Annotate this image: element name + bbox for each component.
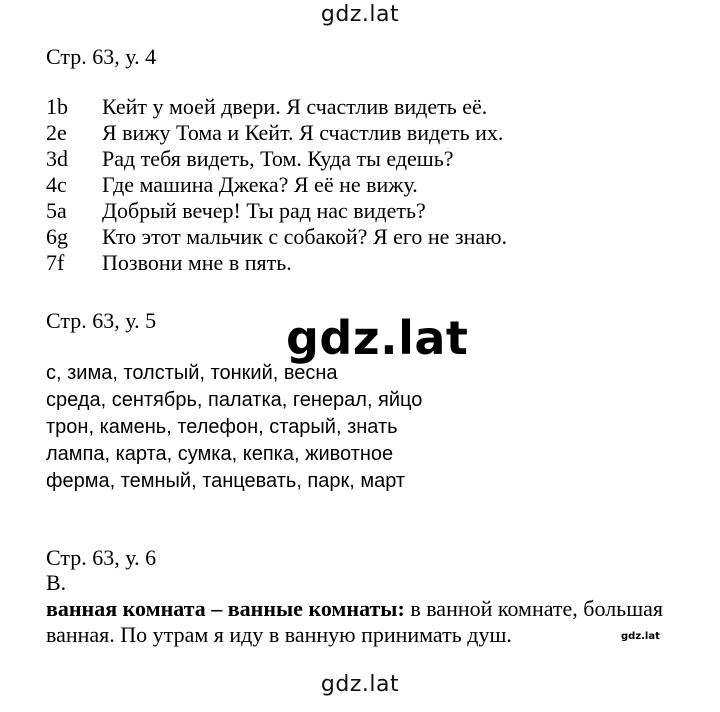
bold-phrase: ванная комната – ванные комнаты: <box>46 596 405 621</box>
answer-text: Где машина Джека? Я её не вижу. <box>102 172 418 197</box>
answer-text: Добрый вечер! Ты рад нас видеть? <box>102 198 426 223</box>
paragraph <box>46 596 716 648</box>
part-letter: B. <box>46 570 67 595</box>
answer-text: Я вижу Тома и Кейт. Я счастлив видеть их. <box>102 120 504 145</box>
answer-text: Кто этот мальчик с собакой? Я его не знаю. <box>102 224 508 249</box>
list-item <box>46 250 507 276</box>
word-line: среда, сентябрь, палатка, генерал, яйцо <box>46 389 423 411</box>
answer-list <box>46 94 507 276</box>
list-item <box>46 146 507 172</box>
list-item <box>46 172 507 198</box>
answer-number: 1b <box>46 94 68 119</box>
list-item <box>46 198 507 224</box>
answer-text: Рад тебя видеть, Том. Куда ты едешь? <box>102 146 454 171</box>
word-line: лампа, карта, сумка, кепка, животное <box>46 443 394 465</box>
paragraph-line-1 <box>46 596 716 622</box>
answer-number: 7f <box>46 250 65 275</box>
answer-text: Кейт у моей двери. Я счастлив видеть её. <box>102 94 488 119</box>
word-line: ферма, темный, танцевать, парк, март <box>46 470 406 492</box>
list-item <box>46 94 507 120</box>
word-line: трон, камень, телефон, старый, знать <box>46 416 398 438</box>
word-list <box>46 360 422 495</box>
word-line: с, зима, толстый, тонкий, весна <box>46 362 338 384</box>
list-item <box>46 224 507 250</box>
watermark-center: gdz.lat <box>286 311 469 365</box>
watermark-top: gdz.lat <box>320 2 400 27</box>
answer-text: Позвони мне в пять. <box>102 250 292 275</box>
list-item <box>46 120 507 146</box>
answer-number: 4c <box>46 172 67 197</box>
section-heading-exercise-6: Стр. 63, у. 6 <box>46 545 157 570</box>
watermark-small: gdz.lat <box>621 631 660 642</box>
watermark-bottom: gdz.lat <box>320 672 400 697</box>
paragraph-line-2: ванная. По утрам я иду в ванную принимать душ. <box>46 622 512 647</box>
answer-number: 6g <box>46 224 68 249</box>
paragraph-text: в ванной комнате, большая <box>404 596 664 621</box>
section-heading-exercise-4: Стр. 63, у. 4 <box>46 44 157 69</box>
answer-number: 5a <box>46 198 67 223</box>
answer-number: 3d <box>46 146 68 171</box>
section-heading-exercise-5: Стр. 63, у. 5 <box>46 308 157 333</box>
answer-number: 2e <box>46 120 67 145</box>
